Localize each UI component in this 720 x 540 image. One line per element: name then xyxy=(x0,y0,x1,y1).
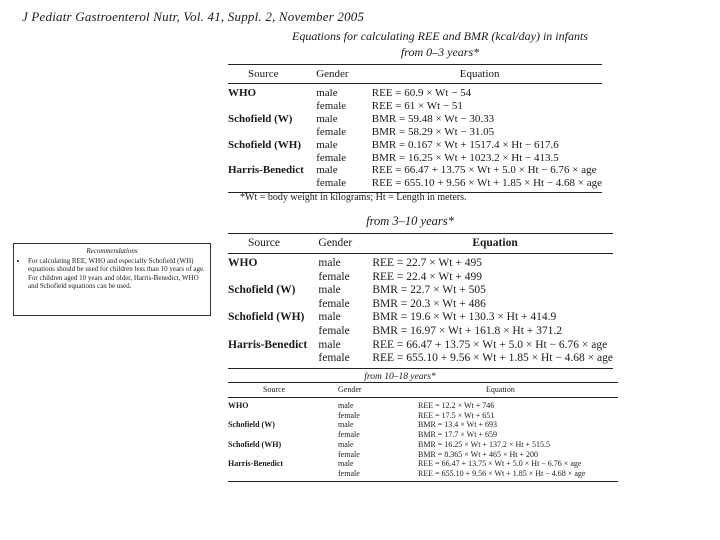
gender-cell: female xyxy=(316,99,347,112)
gender-cell: female xyxy=(338,449,360,459)
col-header-source: Source xyxy=(228,383,338,398)
table-row xyxy=(228,339,613,353)
table-row xyxy=(228,271,613,285)
recommendation-item: • For calculating REE, WHO and especially Schofield (WH) equations should be used for children less than 10 years of age. For children aged 10 years and older, Harris-Benedict, WHO and Schofield equations can be used. xyxy=(28,257,205,291)
col-header-source: Source xyxy=(228,234,318,254)
equation-cell: REE = 655.10 + 9.56 × Wt + 1.85 × Ht − 4.68 × age xyxy=(372,352,613,365)
source-cell xyxy=(228,325,318,339)
equation-cell: REE = 655.10 + 9.56 × Wt + 1.85 × Ht − 4.68 × age xyxy=(371,177,602,190)
gender-cell: female xyxy=(338,410,360,420)
gender-cell: female xyxy=(318,324,350,337)
source-cell: Schofield (W) xyxy=(228,284,296,297)
source-cell: WHO xyxy=(228,257,258,269)
table-row xyxy=(228,298,613,312)
table1-title xyxy=(250,28,630,60)
table-row xyxy=(228,440,618,450)
table-row xyxy=(228,284,613,298)
col-header-equation: Equation xyxy=(418,383,618,398)
equation-cell: BMR = 17.7 × Wt + 659 xyxy=(418,430,497,440)
table-row xyxy=(228,469,618,481)
table-row xyxy=(228,254,613,271)
source-cell: Schofield (W) xyxy=(228,420,275,430)
recommendations-box xyxy=(13,243,211,316)
col-header-gender: Gender xyxy=(316,65,372,84)
table-row xyxy=(228,311,613,325)
equation-cell: BMR = 16.97 × Wt + 161.8 × Ht + 371.2 xyxy=(372,324,563,337)
gender-cell: male xyxy=(318,257,341,269)
table-0-3-years xyxy=(228,64,602,193)
gender-cell: female xyxy=(318,352,350,365)
equation-cell: REE = 12.2 × Wt + 746 xyxy=(418,401,495,410)
table-row xyxy=(228,100,602,113)
table-row xyxy=(228,450,618,460)
source-cell xyxy=(228,177,316,192)
source-cell: Schofield (WH) xyxy=(228,439,282,449)
source-cell xyxy=(228,352,318,368)
equation-cell: BMR = 58.29 × Wt − 31.05 xyxy=(371,125,495,138)
source-cell: Harris-Benedict xyxy=(228,164,304,177)
gender-cell: male xyxy=(318,284,341,297)
table-row xyxy=(228,152,602,165)
equation-cell: BMR = 13.4 × Wt + 693 xyxy=(418,420,497,430)
table-row xyxy=(228,411,618,421)
source-cell: Schofield (WH) xyxy=(228,138,302,151)
col-header-gender: Gender xyxy=(338,383,418,398)
table-row xyxy=(228,430,618,440)
source-cell xyxy=(228,430,338,440)
equation-cell: BMR = 0.167 × Wt + 1517.4 × Ht − 617.6 xyxy=(371,138,559,151)
equation-cell: REE = 22.4 × Wt + 499 xyxy=(372,270,482,283)
source-cell: WHO xyxy=(228,401,249,410)
equation-cell: REE = 66.47 + 13.75 × Wt + 5.0 × Ht − 6.76 × age xyxy=(418,459,582,469)
equation-cell: BMR = 16.25 × Wt + 137.2 × Ht + 515.5 xyxy=(418,439,550,449)
gender-cell: female xyxy=(318,297,350,310)
gender-cell: female xyxy=(318,270,350,283)
source-cell: Schofield (W) xyxy=(228,112,293,125)
gender-cell: male xyxy=(316,164,338,177)
equation-cell: REE = 61 × Wt − 51 xyxy=(371,99,463,112)
table3-title: from 10–18 years* xyxy=(364,372,436,382)
source-cell xyxy=(228,100,316,113)
gender-cell: male xyxy=(318,338,341,351)
gender-cell: male xyxy=(316,87,338,99)
source-cell xyxy=(228,152,316,165)
journal-header: J Pediatr Gastroenterol Nutr, Vol. 41, Suppl. 2, November 2005 xyxy=(22,9,365,24)
table-row xyxy=(228,84,602,100)
table-row xyxy=(228,420,618,430)
equation-cell: BMR = 20.3 × Wt + 486 xyxy=(372,297,486,310)
equation-cell: REE = 22.7 × Wt + 495 xyxy=(372,257,482,269)
equation-cell: BMR = 8.365 × Wt + 465 × Ht + 200 xyxy=(418,449,538,459)
gender-cell: male xyxy=(338,439,354,449)
equation-cell: REE = 17.5 × Wt + 651 xyxy=(418,410,495,420)
source-cell: Schofield (WH) xyxy=(228,311,305,324)
table-row xyxy=(228,139,602,152)
gender-cell: female xyxy=(316,151,347,164)
table-row xyxy=(228,459,618,469)
table1-title-line2: from 0–3 years* xyxy=(400,45,480,59)
source-cell xyxy=(228,469,338,481)
equation-cell: BMR = 19.6 × Wt + 130.3 × Ht + 414.9 xyxy=(372,311,557,324)
col-header-gender: Gender xyxy=(318,234,372,254)
equation-cell: BMR = 16.25 × Wt + 1023.2 × Ht − 413.5 xyxy=(371,151,559,164)
table1-title-line1: Equations for calculating REE and BMR (kcal/day) in infants xyxy=(292,29,588,43)
source-cell: Harris-Benedict xyxy=(228,338,308,351)
gender-cell: female xyxy=(338,468,360,478)
table-row xyxy=(228,398,618,411)
source-cell: Harris-Benedict xyxy=(228,459,284,469)
source-cell xyxy=(228,271,318,285)
table-row xyxy=(228,352,613,368)
source-cell xyxy=(228,411,338,421)
gender-cell: female xyxy=(316,125,347,138)
recommendations-title: Recommendations xyxy=(86,247,138,255)
gender-cell: male xyxy=(338,420,354,430)
table-row xyxy=(228,126,602,139)
equation-cell: BMR = 59.48 × Wt − 30.33 xyxy=(371,112,495,125)
source-cell xyxy=(228,298,318,312)
source-cell xyxy=(228,126,316,139)
recommendations-list xyxy=(19,257,205,291)
gender-cell: female xyxy=(338,430,360,440)
table-row xyxy=(228,113,602,126)
table1-footnote: *Wt = body weight in kilograms; Ht = Length in meters. xyxy=(240,192,467,203)
col-header-equation: Equation xyxy=(372,234,613,254)
col-header-equation: Equation xyxy=(372,65,602,84)
table-row xyxy=(228,325,613,339)
col-header-source: Source xyxy=(228,65,316,84)
equation-cell: REE = 66.47 + 13.75 × Wt + 5.0 × Ht − 6.76 × age xyxy=(371,164,597,177)
gender-cell: male xyxy=(338,401,354,410)
table-row xyxy=(228,177,602,192)
table-3-10-years xyxy=(228,233,613,369)
gender-cell: male xyxy=(338,459,354,469)
equation-cell: REE = 60.9 × Wt − 54 xyxy=(371,87,472,99)
gender-cell: male xyxy=(316,112,338,125)
table-row xyxy=(228,164,602,177)
gender-cell: female xyxy=(316,177,347,190)
equation-cell: BMR = 22.7 × Wt + 505 xyxy=(372,284,486,297)
equation-cell: REE = 66.47 + 13.75 × Wt + 5.0 × Ht − 6.76 × age xyxy=(372,338,608,351)
table-10-18-years xyxy=(228,382,618,482)
source-cell xyxy=(228,450,338,460)
gender-cell: male xyxy=(316,138,338,151)
table2-title: from 3–10 years* xyxy=(366,214,454,228)
source-cell: WHO xyxy=(228,87,257,99)
equation-cell: REE = 655.10 + 9.56 × Wt + 1.85 × Ht − 4.68 × age xyxy=(418,468,586,478)
gender-cell: male xyxy=(318,311,341,324)
